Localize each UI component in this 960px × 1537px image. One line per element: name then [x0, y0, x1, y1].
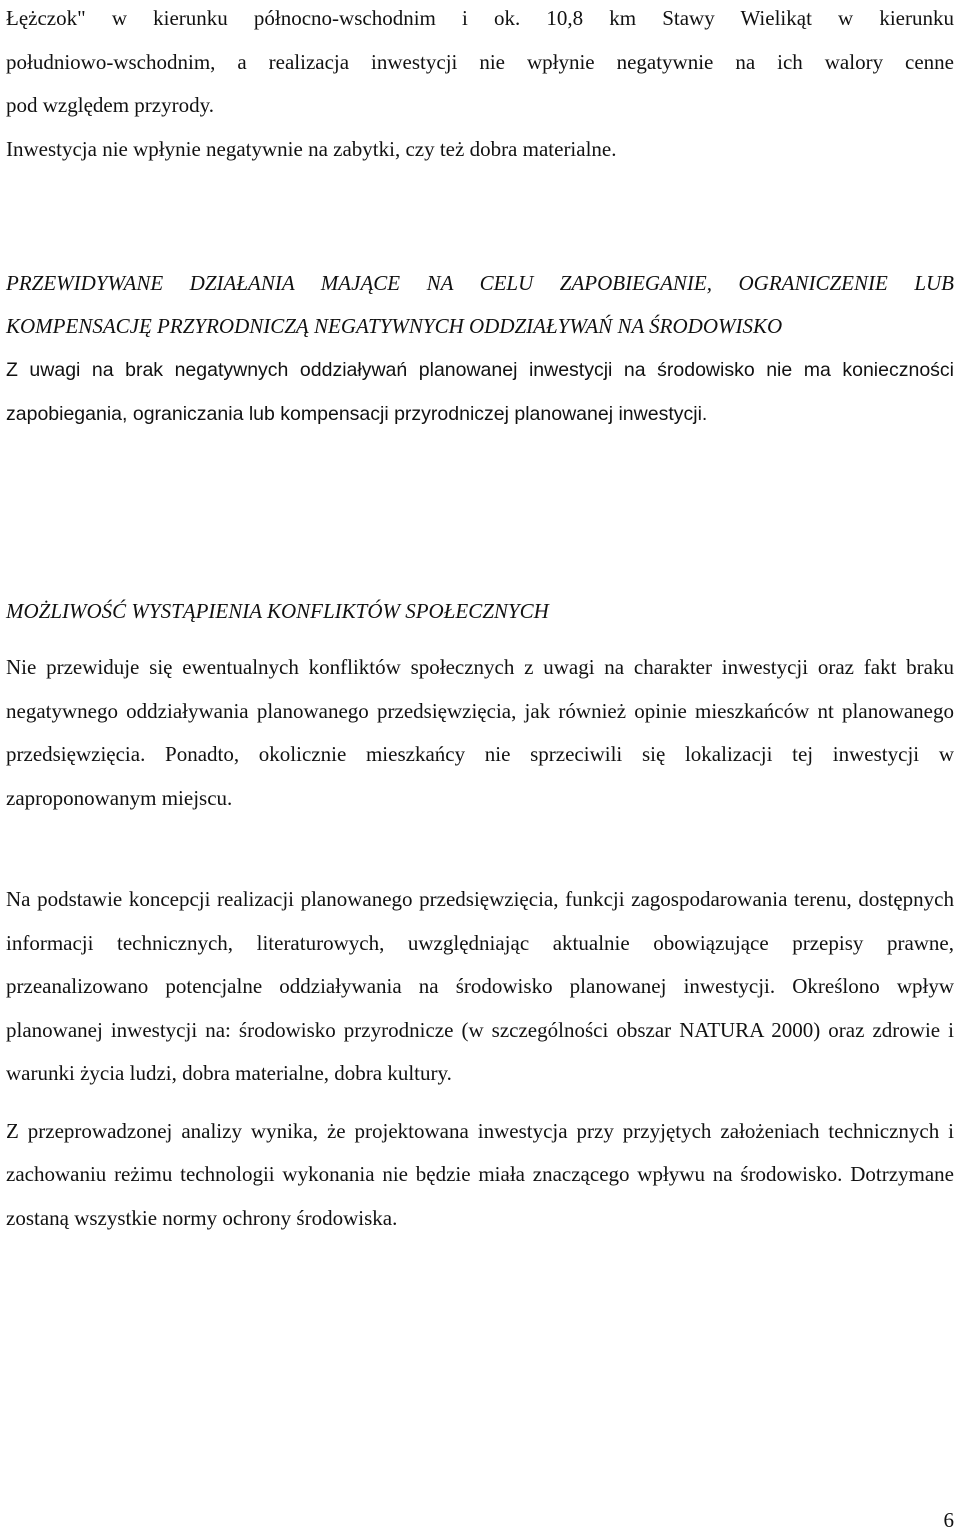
section-conflicts: [6, 590, 954, 820]
summary-section: [6, 878, 954, 1240]
prevention-body: Z uwagi na brak negatywnych oddziaływań planowanej inwestycji na środowisko nie ma konieczności zapobiegania, ograniczania lub kompensacji przyrodniczej planowanej inwestycji.: [6, 359, 954, 425]
intro-line-1: Łężczok" w kierunku północno-wschodnim i ok. 10,8 km Stawy Wielikąt w kierunku: [6, 6, 954, 30]
summary-paragraph-2: Z przeprowadzonej analizy wynika, że projektowana inwestycja przy przyjętych założeniach technicznych i zachowaniu reżimu technologii wykonania nie będzie miała znaczącego wpływu na środowisko. Dotrzymane zostaną wszystkie normy ochrony środowiska.: [6, 1118, 954, 1230]
page-number: 6: [943, 1508, 954, 1532]
monuments-sentence: Inwestycja nie wpłynie negatywnie na zabytki, czy też dobra materialne.: [6, 136, 617, 161]
intro-paragraph: [6, 0, 954, 171]
summary-paragraph-1: Na podstawie koncepcji realizacji planowanego przedsięwzięcia, funkcji zagospodarowania terenu, dostępnych informacji technicznych, literaturowych, uwzględniając aktualnie obowiązujące przepisy prawne, przeanalizowano potencjalne oddziaływania na środowisko planowanej inwestycji. Określono wpływ planowanej inwestycji na: środowisko przyrodnicze (w szczególności obszar NATURA 2000) oraz zdrowie i warunki życia ludzi, dobra materialne, dobra kultury.: [6, 887, 954, 1085]
intro-line-3: pod względem przyrody.: [6, 93, 214, 117]
section-prevention: [6, 262, 954, 436]
section-heading-prevention-line-1: PRZEWIDYWANE DZIAŁANIA MAJĄCE NA CELU ZAPOBIEGANIE, OGRANICZENIE LUB: [6, 271, 954, 295]
section-heading-prevention-line-2: KOMPENSACJĘ PRZYRODNICZĄ NEGATYWNYCH ODDZIAŁYWAŃ NA ŚRODOWISKO: [6, 314, 783, 338]
conflicts-body: Nie przewiduje się ewentualnych konfliktów społecznych z uwagi na charakter inwestycji oraz fakt braku negatywnego oddziaływania planowanego przedsięwzięcia, jak również opinie mieszkańców nt planowanego przedsięwzięcia. Ponadto, okolicznie mieszkańcy nie sprzeciwili się lokalizacji tej inwestycji w zaproponowanym miejscu.: [6, 655, 954, 810]
section-heading-conflicts: MOŻLIWOŚĆ WYSTĄPIENIA KONFLIKTÓW SPOŁECZNYCH: [6, 599, 549, 623]
intro-line-2: południowo-wschodnim, a realizacja inwestycji nie wpłynie negatywnie na ich walory cenne: [6, 49, 954, 74]
